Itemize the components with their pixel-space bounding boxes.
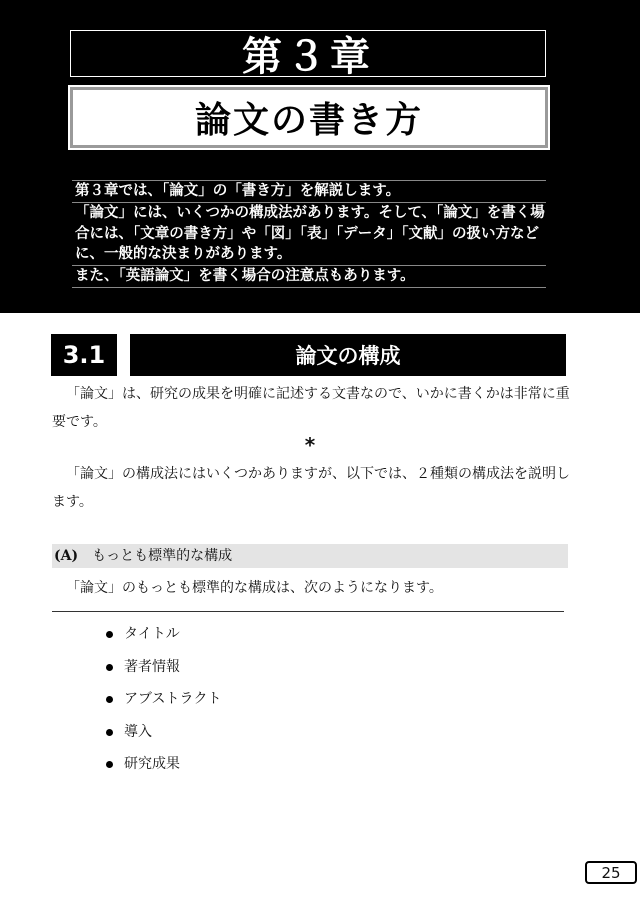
list-item [106, 752, 221, 785]
section-number: 3.1 [51, 334, 117, 376]
divider [52, 611, 564, 612]
list-item [106, 687, 221, 720]
section-divider-asterisk: * [304, 433, 316, 457]
subsection-heading [52, 544, 568, 568]
list-item-label: タイトル [124, 626, 180, 642]
bullet-icon [106, 631, 113, 638]
chapter-header-band [0, 0, 640, 313]
list-item-label: アブストラクト [124, 691, 222, 707]
bullet-icon [106, 761, 113, 768]
chapter-label: 第３章 [70, 30, 546, 77]
section-title: 論文の構成 [130, 334, 566, 376]
intro-line: 第３章では、「論文」の「書き方」を解説します。 [72, 180, 546, 202]
chapter-intro [72, 180, 546, 288]
section-paragraph-1: 「論文」は、研究の成果を明確に記述する文書なので、いかに書くかは非常に重要です。 [52, 386, 570, 430]
intro-line: 合には、「文章の書き方」や「図」「表」「データ」「文献」の扱い方など [75, 225, 539, 242]
structure-list [106, 622, 221, 785]
section-paragraph-2: 「論文」の構成法にはいくつかありますが、以下では、２種類の構成法を説明します。 [52, 466, 570, 510]
intro-line: に、一般的な決まりがあります。 [75, 246, 292, 263]
list-item [106, 720, 221, 753]
chapter-title: 論文の書き方 [70, 87, 548, 148]
intro-line: 「論文」には、いくつかの構成法があります。そして、「論文」を書く場 [72, 202, 546, 224]
intro-line: また、「英語論文」を書く場合の注意点もあります。 [72, 265, 546, 288]
bullet-icon [106, 664, 113, 671]
list-item-label: 著者情報 [124, 658, 180, 675]
bullet-icon [106, 696, 113, 703]
list-item [106, 622, 221, 655]
list-item-label: 導入 [124, 723, 152, 740]
bullet-icon [106, 729, 113, 736]
list-item [106, 655, 221, 688]
page-number: 25 [585, 861, 637, 884]
subsection-label: (A) [54, 548, 79, 564]
list-item-label: 研究成果 [124, 756, 180, 772]
subsection-title: もっとも標準的な構成 [92, 548, 233, 564]
subsection-intro: 「論文」のもっとも標準的な構成は、次のようになります。 [66, 580, 443, 596]
